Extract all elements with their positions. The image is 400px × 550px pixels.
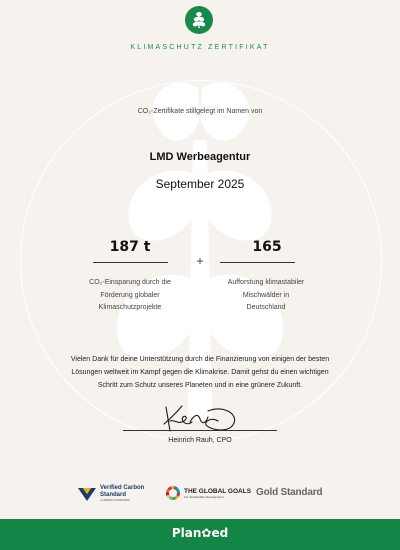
gold-standard-logo: Gold Standard xyxy=(256,487,323,498)
verified-carbon-standard-icon xyxy=(77,486,97,502)
global-goals-wheel-icon xyxy=(165,485,181,501)
plus-symbol: + xyxy=(196,254,204,268)
trees-divider xyxy=(220,262,295,263)
planted-wordmark: Plan✿ed xyxy=(171,526,229,540)
global-goals-logo: THE GLOBAL GOALS For Sustainable Development xyxy=(165,485,251,501)
signer-name: Heinrich Rauh, CPO xyxy=(168,437,232,444)
planted-logo-icon xyxy=(185,6,213,34)
co2-savings-value: 187 t xyxy=(109,239,151,255)
certificate-period: September 2025 xyxy=(155,177,245,191)
trees-description: Aufforstung klimastabiler Mischwälder in Deutschland xyxy=(227,279,305,311)
wordmark-leaf-icon: ✿ xyxy=(201,526,212,540)
thanks-text: Vielen Dank für deine Unterstützung durch die Finanzierung von einigen der besten Lösungen weltweit im Kampf gegen die Klimakrise. Damit gehst du einen wichtigen Schritt zum Schutz unseres Planeten und in eine grünere Zukunft. xyxy=(70,356,330,389)
co2-savings-divider xyxy=(93,262,168,263)
certificate-subtitle: CO₂-Zertifikate stillgelegt im Namen von xyxy=(137,108,263,115)
company-name: LMD Werbeagentur xyxy=(149,151,251,163)
signature-line xyxy=(123,430,277,431)
verified-carbon-standard-logo: Verified Carbon Standard a VERRA STANDARD xyxy=(77,485,144,502)
co2-savings-description: CO₂-Einsparung durch die Förderung globaler Klimaschutzprojekte xyxy=(89,279,171,311)
trees-value: 165 xyxy=(252,239,282,255)
certificate-title: KLIMASCHUTZ ZERTIFIKAT xyxy=(130,44,270,51)
